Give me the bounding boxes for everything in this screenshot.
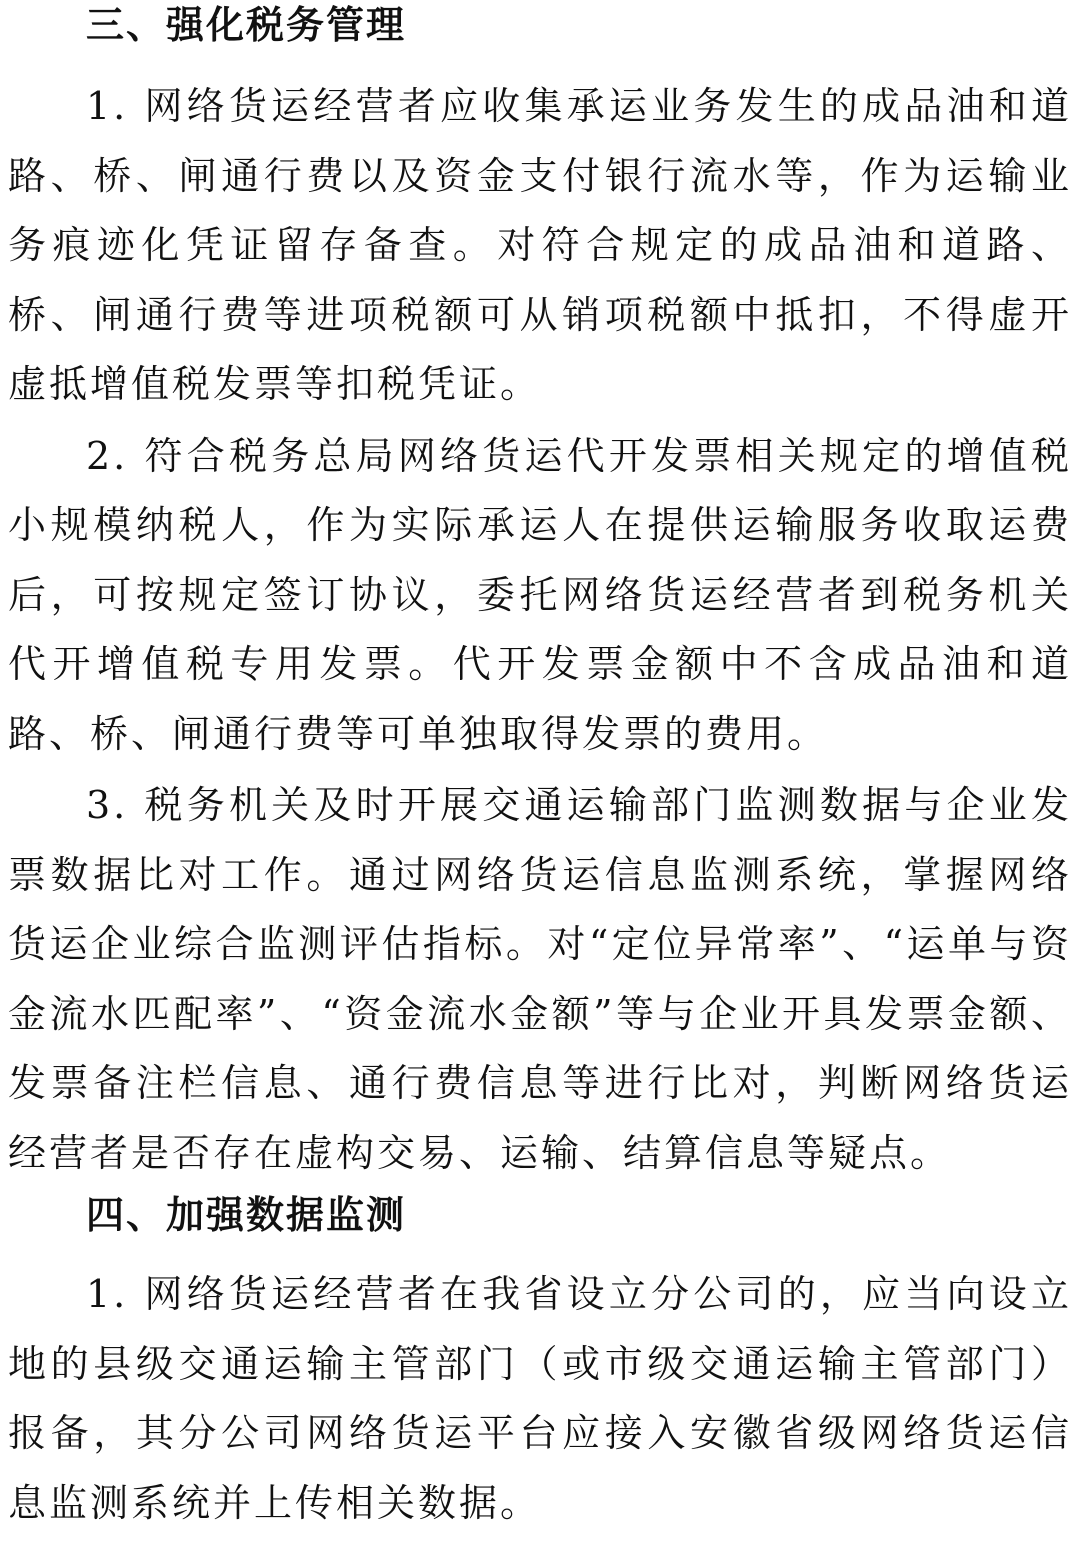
section-heading: 四、加强数据监测 (86, 1193, 407, 1237)
paragraph: 1. 网络货运经营者在我省设立分公司的，应当向设立地的县级交通运输主管部门（或市级交通运输主管部门）报备，其分公司网络货运平台应接入安徽省级网络货运信息监测系统并上传相关数据。 (8, 1272, 1072, 1525)
section-tax-management (8, 0, 1072, 1188)
paragraph: 3. 税务机关及时开展交通运输部门监测数据与企业发票数据比对工作。通过网络货运信息监测系统，掌握网络货运企业综合监测评估指标。对“定位异常率”、“运单与资金流水匹配率”、“资金流水金额”等与企业开具发票金额、发票备注栏信息、通行费信息等进行比对，判断网络货运经营者是否存在虚构交易、运输、结算信息等疑点。 (8, 783, 1072, 1175)
document-page (8, 0, 1072, 1538)
paragraph: 2. 符合税务总局网络货运代开发票相关规定的增值税小规模纳税人，作为实际承运人在提供运输服务收取运费后，可按规定签订协议，委托网络货运经营者到税务机关代开增值税专用发票。代开发票金额中不含成品油和道路、桥、闸通行费等可单独取得发票的费用。 (8, 433, 1072, 756)
section-heading: 三、强化税务管理 (86, 3, 407, 47)
section-data-monitoring (8, 1190, 1072, 1538)
paragraph: 1. 网络货运经营者应收集承运业务发生的成品油和道路、桥、闸通行费以及资金支付银行流水等，作为运输业务痕迹化凭证留存备查。对符合规定的成品油和道路、桥、闸通行费等进项税额可从销项税额中抵扣，不得虚开虚抵增值税发票等扣税凭证。 (8, 84, 1072, 406)
